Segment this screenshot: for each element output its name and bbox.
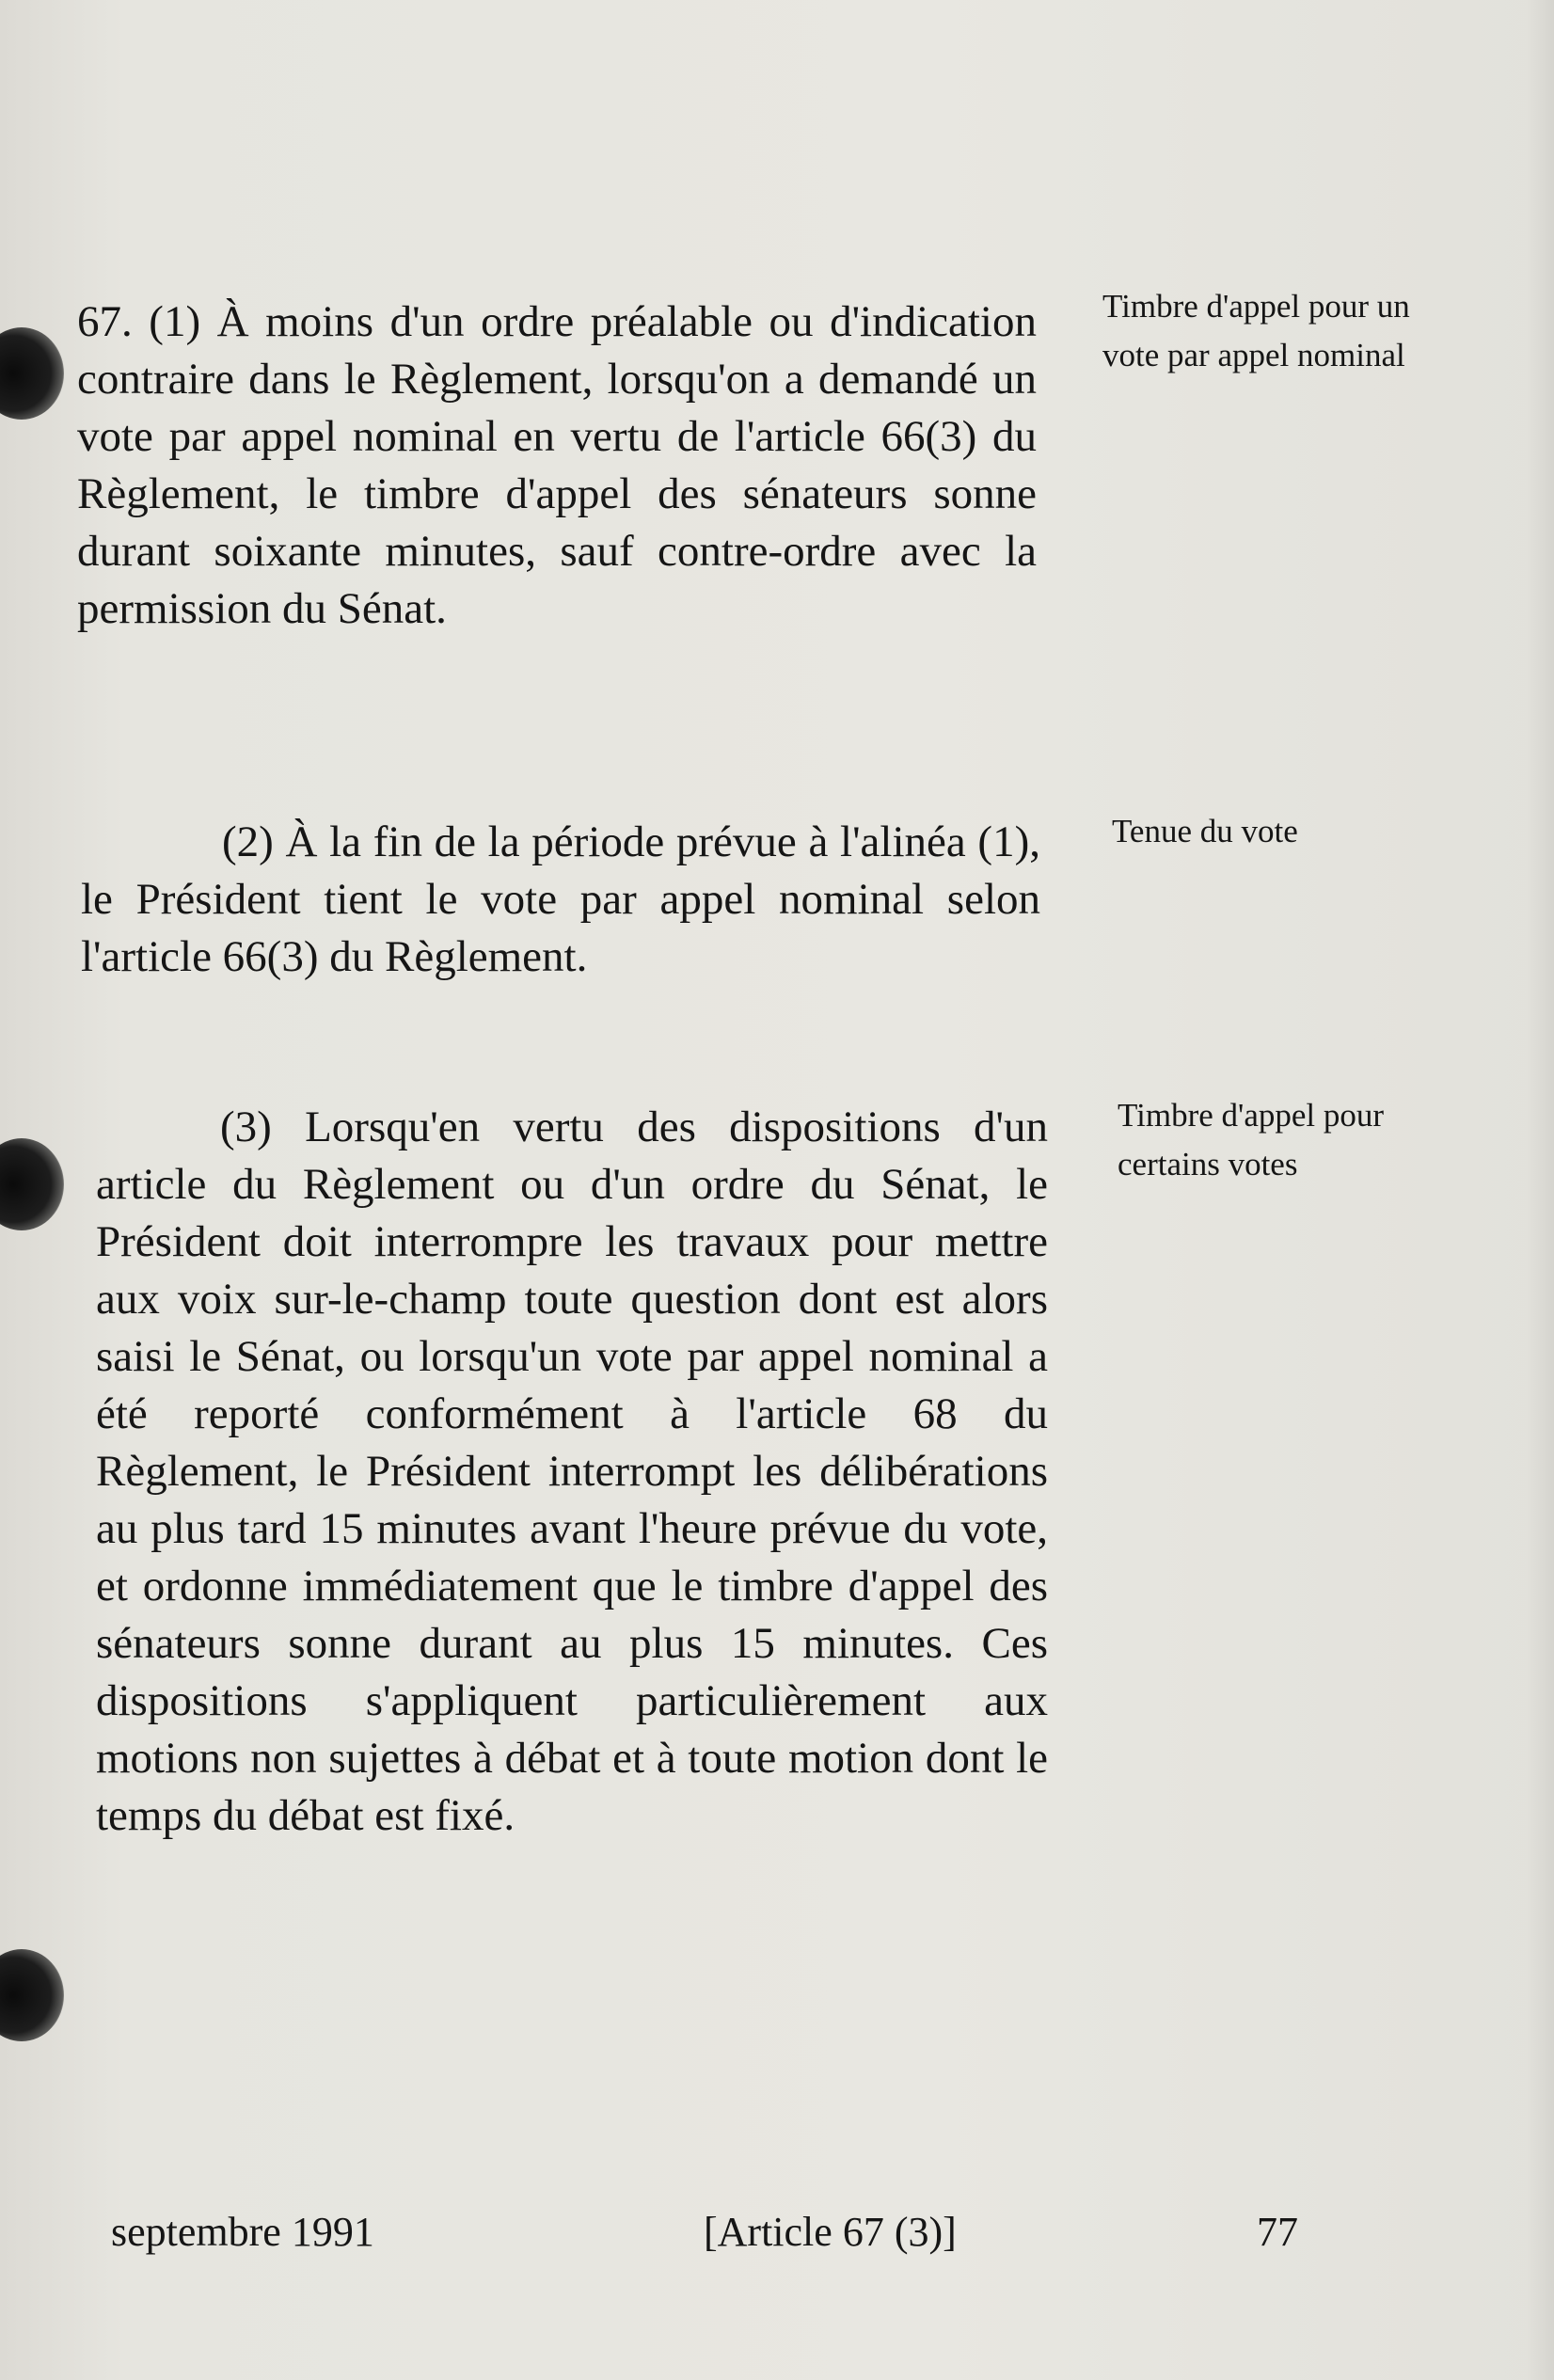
margin-note-holding-vote: Tenue du vote — [1112, 813, 1298, 849]
binder-hole-bottom — [0, 1949, 64, 2041]
rule-67-paragraph-1: 67. (1) À moins d'un ordre préalable ou d'indication contraire dans le Règlement, lorsqu'on a demandé un vote par appel nominal en vertu de l'article 66(3) du Règlement, le timbre d'appel des sénateurs sonne durant soixante minutes, sauf contre-ordre avec la permission du Sénat. — [77, 297, 1037, 633]
rule-67-paragraph-3: (3) Lorsqu'en vertu des dispositions d'un article du Règlement ou d'un ordre du Sénat, le Président doit interrompre les travaux pour mettre aux voix sur-le-champ toute question dont est alors saisi le Sénat, ou lorsqu'un vote par appel nominal a été reporté conformément à l'article 68 du Règlement, le Président interrompt les délibérations au plus tard 15 minutes avant l'heure prévue du vote, et ordonne immédiatement que le timbre d'appel des sénateurs sonne durant au plus 15 minutes. Ces dispositions s'appliquent particulièrement aux motions non sujettes à débat et à toute motion dont le temps du débat est fixé. — [96, 1103, 1048, 1840]
rule-67-paragraph-2: (2) À la fin de la période prévue à l'alinéa (1), le Président tient le vote par appel nominal selon l'article 66(3) du Règlement. — [81, 817, 1040, 981]
binder-hole-middle — [0, 1138, 64, 1230]
footer-date: septembre 1991 — [111, 2209, 374, 2255]
footer-article-reference: [Article 67 (3)] — [704, 2209, 957, 2255]
binder-hole-top — [0, 327, 64, 420]
margin-note-bell-certain-votes: Timbre d'appel pour certains votes — [1118, 1097, 1385, 1182]
margin-note-bell-roll-call: Timbre d'appel pour un vote par appel nominal — [1102, 288, 1410, 373]
page-edge-shadow — [1526, 0, 1554, 2380]
footer-page-number: 77 — [1257, 2209, 1298, 2255]
